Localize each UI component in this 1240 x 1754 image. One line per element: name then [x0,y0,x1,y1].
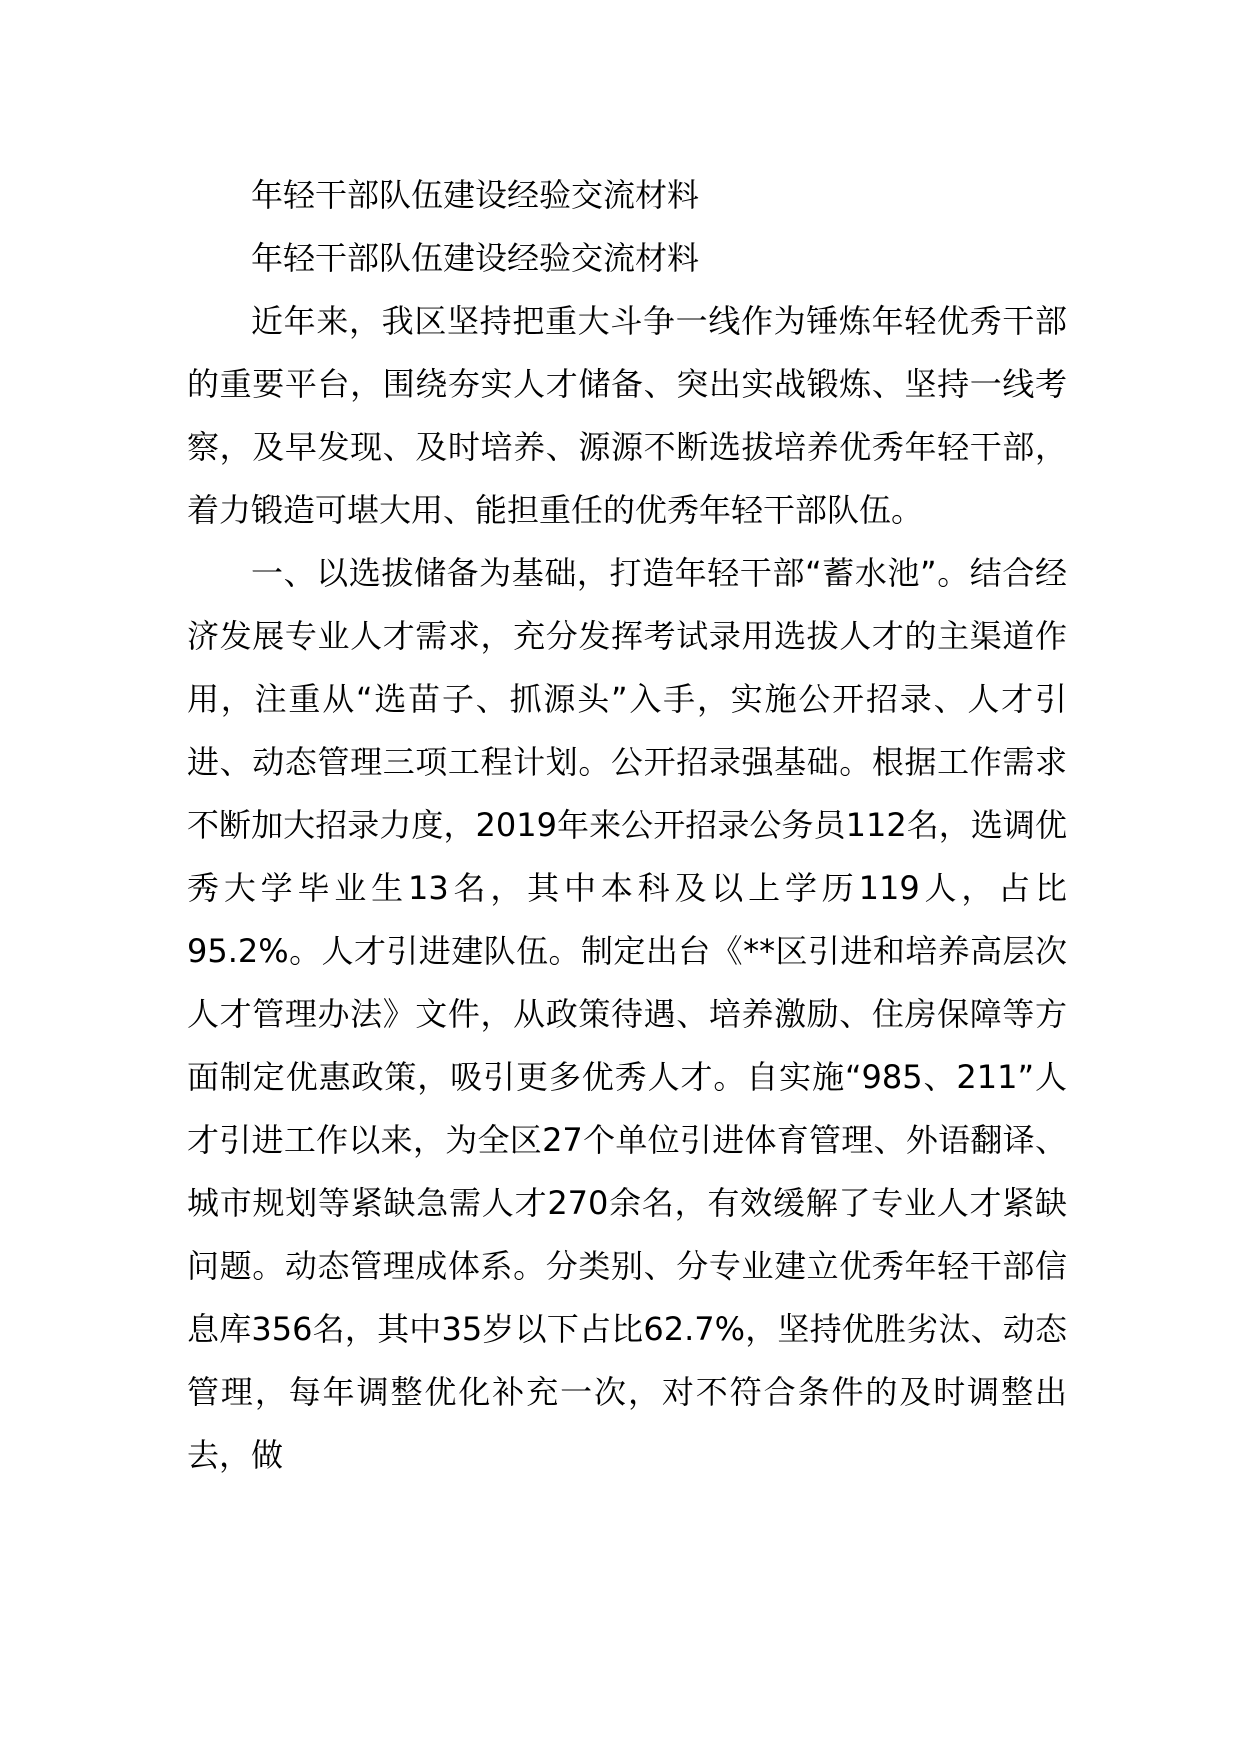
section-one-paragraph: 一、以选拔储备为基础，打造年轻干部“蓄水池”。结合经济发展专业人才需求，充分发挥考试录用选拔人才的主渠道作用，注重从“选苗子、抓源头”入手，实施公开招录、人才引进、动态管理三项工程计划。公开招录强基础。根据工作需求不断加大招录力度，2019年来公开招录公务员112名，选调优秀大学毕业生13名，其中本科及以上学历119人，占比95.2%。人才引进建队伍。制定出台《**区引进和培养高层次人才管理办法》文件，从政策待遇、培养激励、住房保障等方面制定优惠政策，吸引更多优秀人才。自实施“985、211”人才引进工作以来，为全区27个单位引进体育管理、外语翻译、城市规划等紧缺急需人才270余名，有效缓解了专业人才紧缺问题。动态管理成体系。分类别、分专业建立优秀年轻干部信息库356名，其中35岁以下占比62.7%，坚持优胜劣汰、动态管理，每年调整优化补充一次，对不符合条件的及时调整出去，做 [187,554,1067,1474]
document-subtitle: 年轻干部队伍建设经验交流材料 [251,239,700,277]
document-body [187,164,1067,1487]
document-title: 年轻干部队伍建设经验交流材料 [251,176,700,214]
intro-paragraph: 近年来，我区坚持把重大斗争一线作为锤炼年轻优秀干部的重要平台，围绕夯实人才储备、突出实战锻炼、坚持一线考察，及早发现、及时培养、源源不断选拔培养优秀年轻干部，着力锻造可堪大用、能担重任的优秀年轻干部队伍。 [187,302,1067,529]
